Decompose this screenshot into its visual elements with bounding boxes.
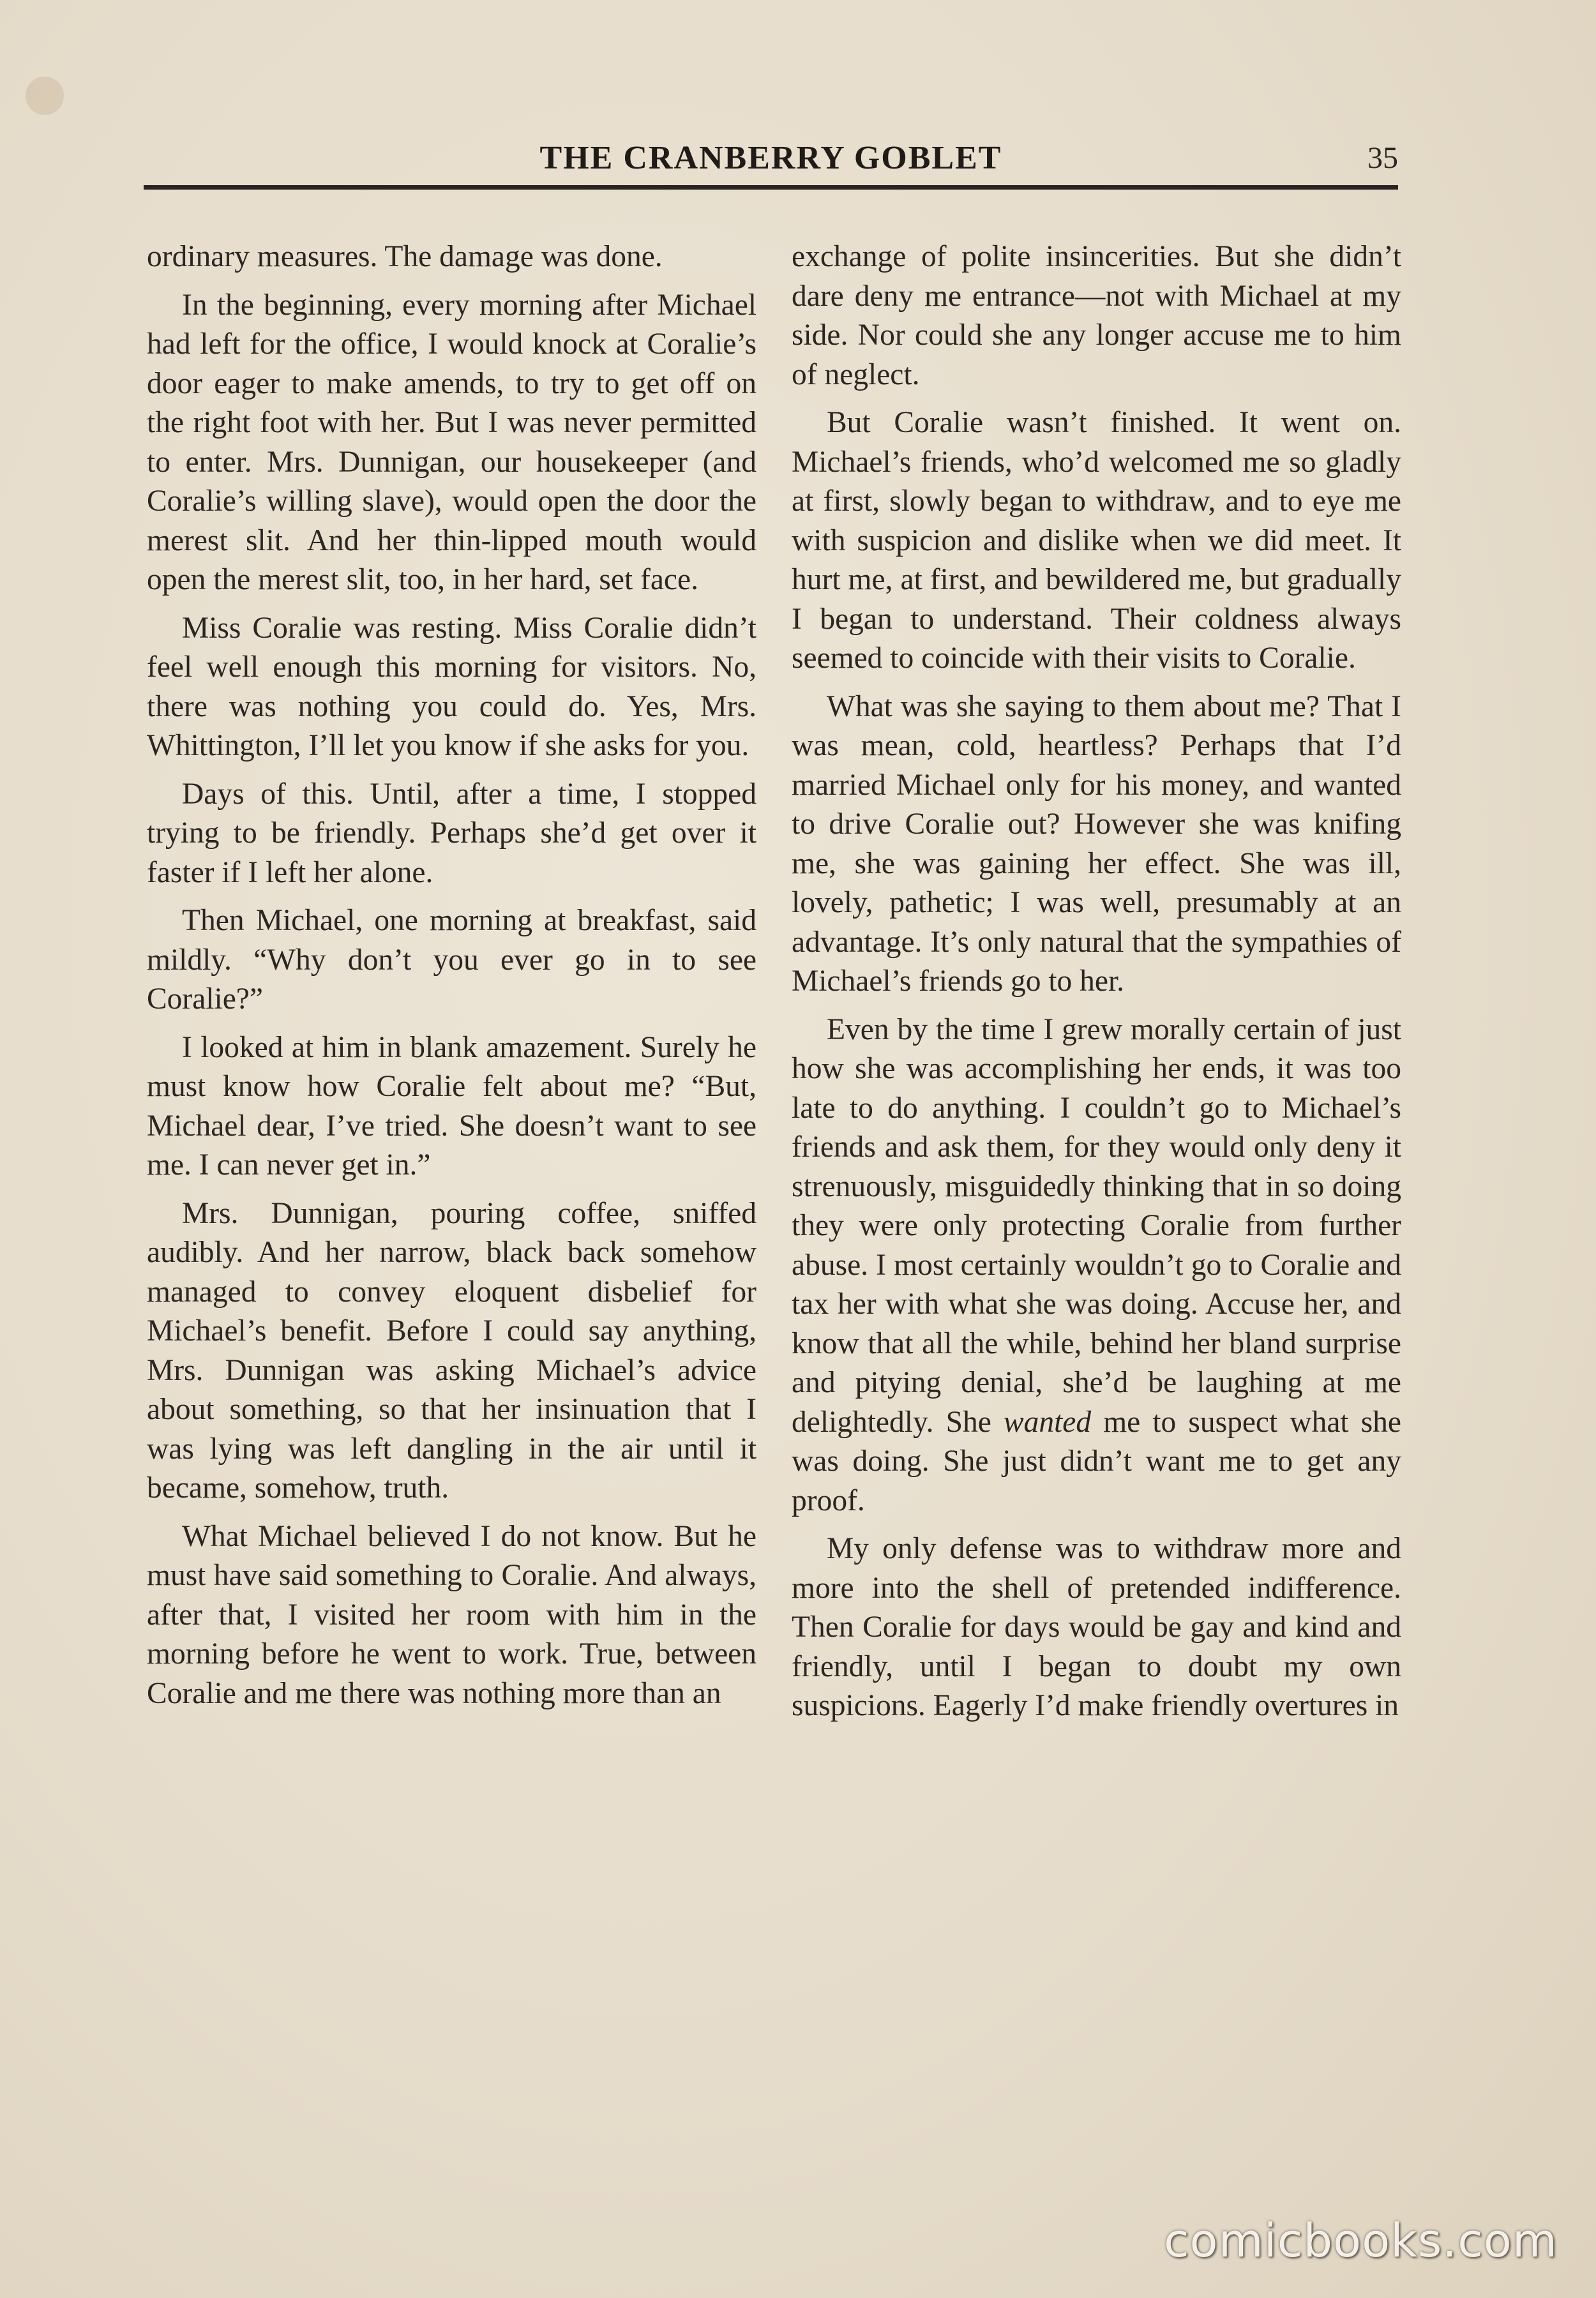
running-header [144,134,1398,192]
paragraph: Miss Coralie was resting. Miss Coralie didn’t feel well enough this morning for visitors. No, there was nothing you could do. Yes, Mrs. Whittington, I’ll let you know if she asks for you. [147,611,757,762]
paragraph [792,1010,1401,1521]
paragraph: ordinary measures. The damage was done. [147,240,663,273]
running-title: THE CRANBERRY GOBLET [539,140,1002,176]
paper-stain [26,77,64,115]
paragraph: What was she saying to them about me? That I was mean, cold, heartless? Perhaps that I’d married Michael only for his money, and wanted to drive Coralie out? However she was knifing me, she was gaining her effect. She was ill, lovely, pathetic; I was well, presumably at an advantage. It’s only natural that the sympathies of Michael’s friends go to her. [792,689,1401,998]
paragraph: I looked at him in blank amazement. Surely he must know how Coralie felt about me? “But, Michael dear, I’ve tried. She doesn’t want to see me. I can never get in.” [147,1030,757,1182]
paragraph: exchange of polite insincerities. But she didn’t dare deny me entrance—not with Michael at my side. Nor could she any longer accuse me to him of neglect. [792,240,1401,391]
paragraph: But Coralie wasn’t finished. It went on. Michael’s friends, who’d welcomed me so gladly at first, slowly began to withdraw, and to eye me with suspicion and dislike when we did meet. It hurt me, at first, and bewildered me, but gradually I began to understand. Their coldness always seemed to coincide with their visits to Coralie. [792,406,1401,675]
header-rule [144,185,1398,190]
paragraph: What Michael believed I do not know. But he must have said something to Coralie. And always, after that, I visited her room with him in the morning before he went to work. True, between Coralie and me there was nothing more than an [147,1519,757,1710]
paragraph: Then Michael, one morning at breakfast, said mildly. “Why don’t you ever go in to see Coralie?” [147,904,757,1016]
paragraph: In the beginning, every morning after Michael had left for the office, I would knock at Coralie’s door eager to make amends, to try to get off on the right foot with her. But I was never permitted to enter. Mrs. Dunnigan, our housekeeper (and Coralie’s willing slave), would open the door the merest slit. And her thin-lipped mouth would open the merest slit, too, in her hard, set face. [147,288,757,596]
right-column [792,237,1401,1735]
left-column [147,237,757,1722]
paragraph: My only defense was to withdraw more and more into the shell of pretended indifference. Then Coralie for days would be gay and kind and friendly, until I began to doubt my own suspicions. Eagerly I’d make friendly overtures in [792,1532,1401,1722]
paragraph: Mrs. Dunnigan, pouring coffee, sniffed audibly. And her narrow, black back somehow managed to convey eloquent disbelief for Michael’s benefit. Before I could say anything, Mrs. Dunnigan was asking Michael’s advice about something, so that her insinuation that I was lying was left dangling in the air until it became, somehow, truth. [147,1196,757,1505]
watermark: comicbooks.com [1163,2214,1558,2267]
italic-word: wanted [1003,1405,1092,1439]
paragraph: Days of this. Until, after a time, I stopped trying to be friendly. Perhaps she’d get over it faster if I left her alone. [147,777,757,889]
paragraph-text: Even by the time I grew morally certain of just how she was accomplishing her ends, it was too late to do anything. I couldn’t go to Michael’s friends and ask them, for they would only deny it strenuously, misguidedly thinking that in so doing they were only protecting Coralie from further abuse. I most certainly wouldn’t go to Coralie and tax her with what she was doing. Accuse her, and know that all the while, behind her bland surprise and pitying denial, she’d be laughing at me delightedly. She [792,1012,1401,1439]
paragraph-text: me to suspect what she was doing. She just didn’t want me to get any proof. [792,1405,1402,1517]
page-number: 35 [1367,141,1398,175]
